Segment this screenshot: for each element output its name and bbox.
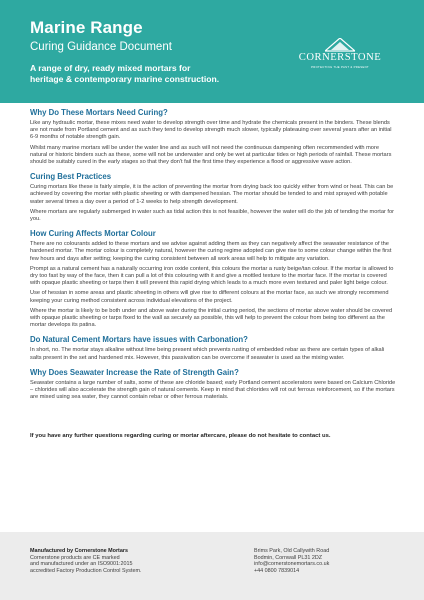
- paragraph: Use of hessian in some areas and plastic sheeting in others will give rise to different colours at the mortar face, as such we strongly recommend keeping your curing method consistent across individual elevations of the project.: [30, 290, 389, 304]
- section-curing-best-practices: [30, 172, 396, 223]
- header-banner: [0, 0, 424, 103]
- paragraph: In short, no. The mortar stays alkaline without lime being present which prevents rusting of embedded rebar as there are certain types of alkali salts present in the set and hardened mix. However, this passivation can be overcome if seawater is used as the mixing water.: [30, 347, 385, 361]
- cornerstone-logo-icon: [325, 38, 355, 52]
- logo-text: CORNERSTONE: [298, 52, 382, 63]
- footer-text-line: and manufactured under an ISO9001:2015: [30, 561, 133, 568]
- logo-strapline: PROTECTING THE PAST & PRESENT: [311, 65, 369, 69]
- footer-address-line-1: Brims Park, Old Callywith Road: [254, 548, 330, 554]
- footer-email-link[interactable]: info@cornerstonemortars.co.uk: [254, 561, 330, 568]
- paragraph: Prompt as a natural cement has a naturally occurring iron oxide content, this colours the mortar a rusty beige/tan colour. If the mortar is allowed to dry too fast by way of the face, then it can pull a lot of this colouring with it and give a mottled texture to the mortar face. If the mortar is covered with opaque plastic sheeting or tarps then it will prevent this rapid drying which leads to a much more even textured and paler light beige colour.: [30, 265, 394, 287]
- footer: [0, 532, 424, 600]
- paragraph: Like any hydraulic mortar, these mixes need water to develop strength over time and hydrate the chemicals present in the binders. These blends are not made from Portland cement and as such they tend to develop strength much slower, typically plateauing over several years after an initial 6-9 months of notable strength gain.: [30, 120, 392, 141]
- paragraph: Curing mortars like these is fairly simple, it is the action of preventing the mortar from drying back too quickly either from wind or heat. This can be achieved by covering the mortar with plastic sheeting or with dampened hessian. The mortar should be tended to and mist sprayed with potable water several times a day over a period of 1-2 weeks to help strength development.: [30, 184, 394, 205]
- section-carbonation: [30, 335, 396, 361]
- section-mortar-colour: [30, 229, 396, 329]
- footer-heading: Manufactured by Cornerstone Mortars: [30, 548, 128, 554]
- section-title: Curing Best Practices: [30, 172, 112, 182]
- paragraph: Seawater contains a large number of salts, some of these are chloride based; early Portland cement accelerators were based on Calcium Chloride – chlorides will also accelerate the strength gain of natural cements. Keep in mind that chlorides will rot out ferrous reinforcement, so if the mortars are mixed using sea water, they cannot contain rebar or other ferrous materials.: [30, 379, 396, 401]
- tagline-line-1: A range of dry, ready mixed mortars for: [30, 63, 191, 73]
- footer-text-line: Cornerstone products are CE marked: [30, 554, 120, 561]
- footer-contact-info: [254, 548, 414, 574]
- paragraph: There are no colourants added to these mortars and we advise against adding them as they can negatively affect the seawater resistance of the hardened mortar. The mortar colour is completely natural, however the curing regime adopted can give rise to some colour change within the first few hours and days after setting; keeping the curing consistent between all work areas will help to mitigate any variation.: [30, 241, 392, 262]
- page-title: Marine Range: [30, 18, 143, 37]
- cornerstone-logo: [290, 38, 390, 70]
- section-seawater: [30, 368, 396, 402]
- paragraph: Where the mortar is likely to be both under and above water during the initial curing period, the sections of mortar above water should be covered with opaque plastic sheeting or tarps fixed to the wall as securely as possible, this will help to prevent the colour from being too different as the mortar develops its patina.: [30, 307, 393, 329]
- paragraph: Where mortars are regularly submerged in water such as tidal action this is not feasible, however the water will do the job of tending the mortar for you.: [30, 208, 394, 223]
- closing-note: If you have any further questions regarding curing or mortar aftercare, please do not hesitate to contact us.: [30, 433, 331, 439]
- footer-text-line: accredited Factory Production Control System.: [30, 567, 142, 574]
- section-title: How Curing Affects Mortar Colour: [30, 229, 156, 239]
- section-title: Why Does Seawater Increase the Rate of Strength Gain?: [30, 367, 239, 377]
- section-title: Why Do These Mortars Need Curing?: [30, 108, 168, 117]
- section-why-curing: [30, 108, 396, 166]
- paragraph: Whilst many marine mortars will be under the water line and as such will not need the continuous dampening often recommended with more natural or historic binders such as these, some will not be underwater and only be wet at particular tides or high periods of rainfall. These mortars should be suitably cured in the early stages so that they don't fail the first time they experience a flood or aggressive wave action.: [30, 144, 392, 166]
- main-content: [30, 108, 396, 404]
- footer-phone: +44 0800 7839014: [254, 567, 300, 574]
- tagline-line-2: heritage & contemporary marine construction.: [30, 74, 220, 84]
- page-subtitle: Curing Guidance Document: [30, 41, 172, 53]
- footer-address-line-2: Bodmin, Cornwall PL31 2DZ: [254, 554, 323, 561]
- tagline: [30, 63, 255, 85]
- section-title: Do Natural Cement Mortars have issues with Carbonation?: [30, 335, 248, 345]
- footer-manufacturer-info: [30, 548, 230, 574]
